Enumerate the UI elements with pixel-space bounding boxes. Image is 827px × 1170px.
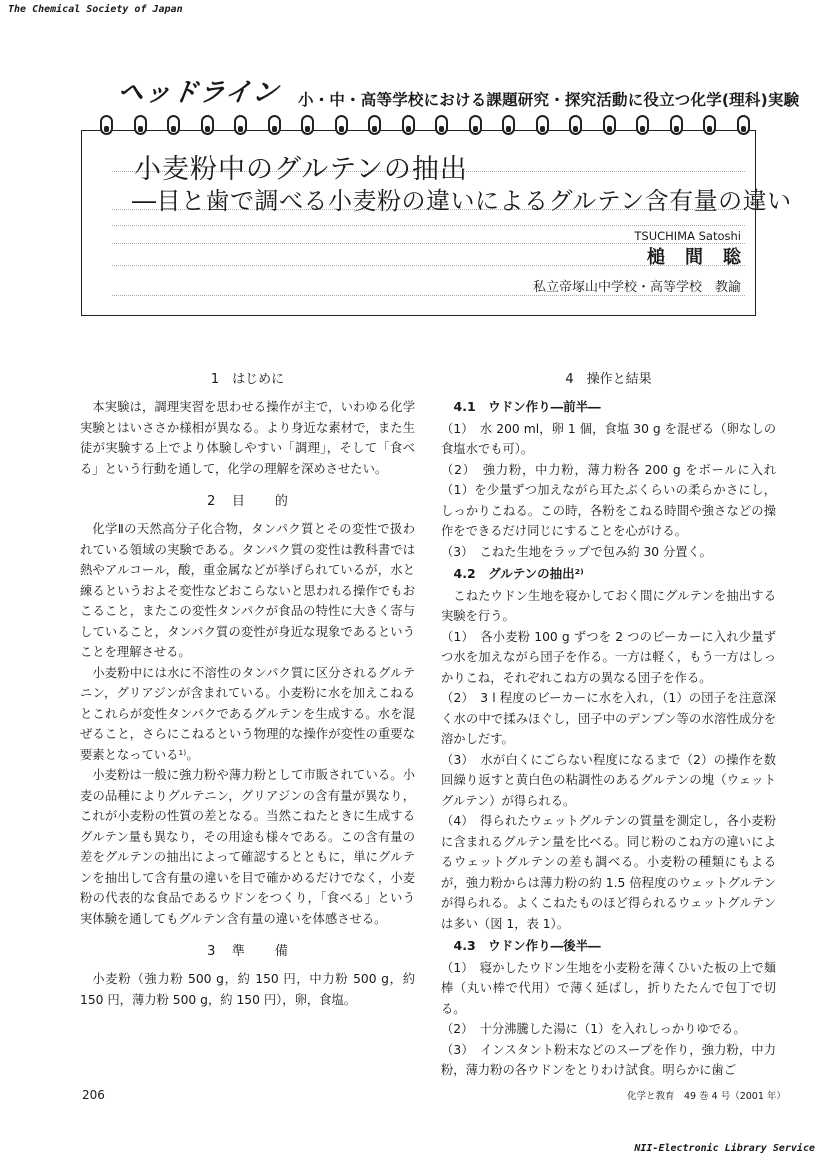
series-title: 小・中・高等学校における課題研究・探究活動に役立つ化学(理科)実験 <box>298 91 800 109</box>
binder-ring <box>201 115 214 135</box>
binder-ring <box>435 115 448 135</box>
procedure-step: （1） 寝かしたウドン生地を小麦粉を薄くひいた板の上で麺棒（丸い棒で代用）で薄く延ばし，折りたたんで包丁で切る。 <box>441 960 776 1016</box>
binder-ring <box>636 115 649 135</box>
binder-ring <box>670 115 683 135</box>
right-column <box>441 365 776 1081</box>
binder-ring <box>502 115 515 135</box>
author-affiliation: 私立帝塚山中学校・高等学校 教諭 <box>532 280 741 295</box>
procedure-step: （1） 各小麦粉 100 g ずつを 2 つのビーカーに入れ少量ずつ水を加えながら団子を作る。一方は軽く，もう一方はしっかりこね，それぞれこね方の異なる団子を作る。 <box>441 629 776 685</box>
author-roman-name: TSUCHIMA Satoshi <box>634 229 741 243</box>
left-column <box>80 365 415 1010</box>
section-title: 準備 <box>231 944 318 959</box>
subsection-heading: 4.1 ウドン作り―前半― <box>453 399 601 414</box>
binder-ring <box>402 115 415 135</box>
page-number: 206 <box>82 1088 105 1102</box>
binder-ring <box>569 115 582 135</box>
binder-ring <box>603 115 616 135</box>
procedure-step: （4） 得られたウェットグルテンの質量を測定し，各小麦粉に含まれるグルテン量を比べる。同じ粉のこね方の違いによるウェットグルテンの差も調べる。小麦粉の種類にもよるが，強力粉からは薄力粉の約 1.5 倍程度のウェットグルテンが得られる。よくこねたものほど得られるウェットグルテンは多い（図 1，表 1）。 <box>441 814 776 931</box>
binder-ring <box>100 115 113 135</box>
procedure-step: （2） 十分沸騰した湯に（1）を入れしっかりゆでる。 <box>441 1022 746 1036</box>
headline-logo: ヘッドライン <box>115 78 281 108</box>
section-heading-procedure: 4 操作と結果 <box>565 372 652 387</box>
binder-ring <box>268 115 281 135</box>
section-heading-introduction: 1 はじめに <box>210 372 285 387</box>
paragraph: 小麦粉は一般に強力粉や薄力粉として市販されている。小麦の品種によりグルテニン，グリアジンの含有量が異なり，これが小麦粉の性質の差となる。当然こねたときに生成するグルテン量も異なり，その用途も様々である。この含有量の差をグルテンの抽出によって確認するとともに，単にグルテンを抽出して含有量の違いを目で確かめるだけでなく，小麦粉の代表的な食品であるウドンをつくり，「食べる」という実体験を通してもグルテン含有量の違いを体感させる。 <box>80 768 415 926</box>
paragraph: こねたウドン生地を寝かしておく間にグルテンを抽出する実験を行う。 <box>441 588 776 623</box>
procedure-step: （2） 強力粉，中力粉，薄力粉各 200 g をボールに入れ（1）を少量ずつ加えながら耳たぶくらいの柔らかさにし，しっかりこねる。この時，各粉をこねる時間や強さなどの操作をできるだけ同じにすることを心がける。 <box>441 462 776 538</box>
section-number: 2 <box>207 494 216 509</box>
binder-ring <box>301 115 314 135</box>
rule-line <box>112 225 745 226</box>
procedure-step: （3） インスタント粉末などのスープを作り，強力粉，中力粉，薄力粉の各ウドンをとりわけ試食。明らかに歯ご <box>441 1042 776 1077</box>
section-title: 目的 <box>231 494 318 509</box>
binder-ring <box>335 115 348 135</box>
procedure-step: （2） 3 l 程度のビーカーに水を入れ，（1）の団子を注意深く水の中で揉みほぐし，団子中のデンプン等の水溶性成分を溶かしだす。 <box>441 691 776 746</box>
binder-ring <box>234 115 247 135</box>
rule-line <box>112 295 745 296</box>
paragraph: 小麦粉中には水に不溶性のタンパク質に区分されるグルテニン，グリアジンが含まれている。小麦粉に水を加えこねるとこれらが変性タンパクであるグルテンを生成する。水を混ぜること，さらにこねるという物理的な操作が変性の重要な要素となっている¹⁾。 <box>80 665 415 762</box>
binder-ring <box>134 115 147 135</box>
subsection-heading: 4.2 グルテンの抽出²⁾ <box>453 566 584 581</box>
section-heading-purpose <box>80 491 415 513</box>
binder-ring <box>167 115 180 135</box>
author-kanji-name: 槌間聡 <box>647 247 761 268</box>
journal-footer: 化学と教育 49 巻 4 号（2001 年） <box>627 1091 786 1102</box>
article-title: 小麦粉中のグルテンの抽出 <box>134 154 468 185</box>
subsection-heading: 4.3 ウドン作り―後半― <box>453 938 601 953</box>
binder-ring <box>469 115 482 135</box>
paragraph: 化学Ⅱの天然高分子化合物，タンパク質とその変性で扱われている領域の実験である。タンパク質の変性は教科書では熱やアルコール，酸，重金属などが挙げられているが，水と練るというおよそ変性などおこらないと思われる操作でもおこること，またこの変性タンパクが食品の特性に大きく寄与していること，タンパク質の変性が身近な現象であるということを理解させる。 <box>80 522 415 659</box>
binder-ring <box>737 115 750 135</box>
article-header-box <box>81 130 792 316</box>
procedure-step: （3） こねた生地をラップで包み約 30 分置く。 <box>441 544 712 559</box>
paragraph: 小麦粉（強力粉 500 g，約 150 円，中力粉 500 g，約 150 円，薄力粉 500 g，約 150 円），卵，食塩。 <box>80 972 415 1007</box>
bottom-banner: NII-Electronic Library Service <box>634 1143 815 1154</box>
top-banner: The Chemical Society of Japan <box>8 4 183 15</box>
paragraph: 本実験は，調理実習を思わせる操作が主で，いわゆる化学実験とはいささか様相が異なる。より身近な素材で，また生徒が実験する上でより体験しやすい「調理」，そして「食べる」という行動を通して，化学の理解を深めさせたい。 <box>80 400 415 476</box>
section-number: 3 <box>207 944 216 959</box>
binder-ring <box>368 115 381 135</box>
procedure-step: （1） 水 200 ml，卵 1 個，食塩 30 g を混ぜる（卵なしの食塩水でも可）。 <box>441 421 776 456</box>
procedure-step: （3） 水が白くにごらない程度になるまで（2）の操作を数回繰り返すと黄白色の粘調性のあるグルテンの塊（ウェットグルテン）が得られる。 <box>441 752 776 808</box>
binder-ring <box>703 115 716 135</box>
article-subtitle: ―目と歯で調べる小麦粉の違いによるグルテン含有量の違い <box>132 187 792 215</box>
section-heading-preparation <box>80 941 415 963</box>
binder-ring <box>536 115 549 135</box>
